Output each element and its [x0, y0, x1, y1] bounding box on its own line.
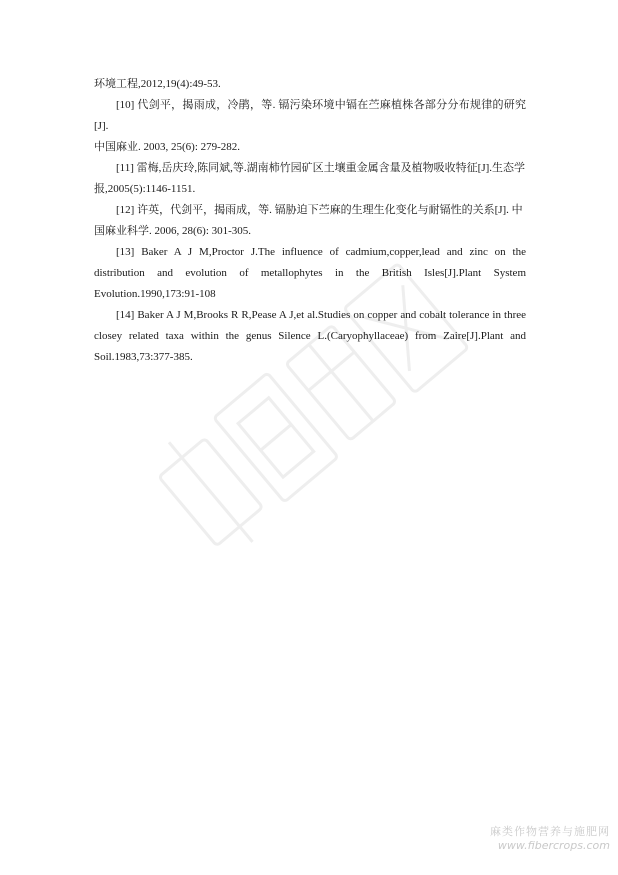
reference-14-cont — [94, 326, 526, 347]
reference-10-line-1: [10] 代剑平，揭雨成，冷鹃，等. 镉污染环境中镉在苎麻植株各部分分布规律的研究[J]. — [94, 99, 526, 132]
reference-11-line-2: 报,2005(5):1146-1151. — [94, 183, 196, 195]
reference-11-line-1: [11] 雷梅,岳庆玲,陈同斌,等.湖南柿竹园矿区土壤重金属含量及植物吸收特征[J].生态学 — [116, 162, 526, 174]
reference-prev-tail: 环境工程,2012,19(4):49-53. — [94, 78, 221, 90]
site-name: 麻类作物营养与施肥网 — [490, 825, 610, 838]
reference-13-line-1: [13] Baker A J M,Proctor J.The influence of cadmium,copper,lead and zinc on the — [116, 246, 526, 258]
site-watermark-logo — [490, 825, 610, 853]
reference-14-line-1: [14] Baker A J M,Brooks R R,Pease A J,et al.Studies on copper and cobalt tolerance in three — [116, 309, 526, 321]
reference-14-line-3: Soil.1983,73:377-385. — [94, 351, 193, 363]
reference-14-line-2: closey related taxa within the genus Silence L.(Caryophyllaceae) from Zaire[J].Plant and — [94, 330, 526, 342]
reference-13-line-3: Evolution.1990,173:91-108 — [94, 288, 216, 300]
reference-13 — [94, 242, 526, 263]
reference-12-line-1: [12] 许英，代剑平，揭雨成，等. 镉胁迫下苎麻的生理生化变化与耐镉性的关系[J]. 中 — [116, 204, 523, 216]
reference-13-cont — [94, 263, 526, 284]
reference-10-line-2: 中国麻业. 2003, 25(6): 279-282. — [94, 141, 241, 153]
reference-12-line-2: 国麻业科学. 2006, 28(6): 301-305. — [94, 225, 252, 237]
reference-list — [94, 74, 526, 368]
reference-14 — [94, 305, 526, 326]
site-url: www.fibercrops.com — [497, 839, 610, 852]
reference-13-line-2: distribution and evolution of metallophytes in the British Isles[J].Plant System — [94, 267, 526, 279]
